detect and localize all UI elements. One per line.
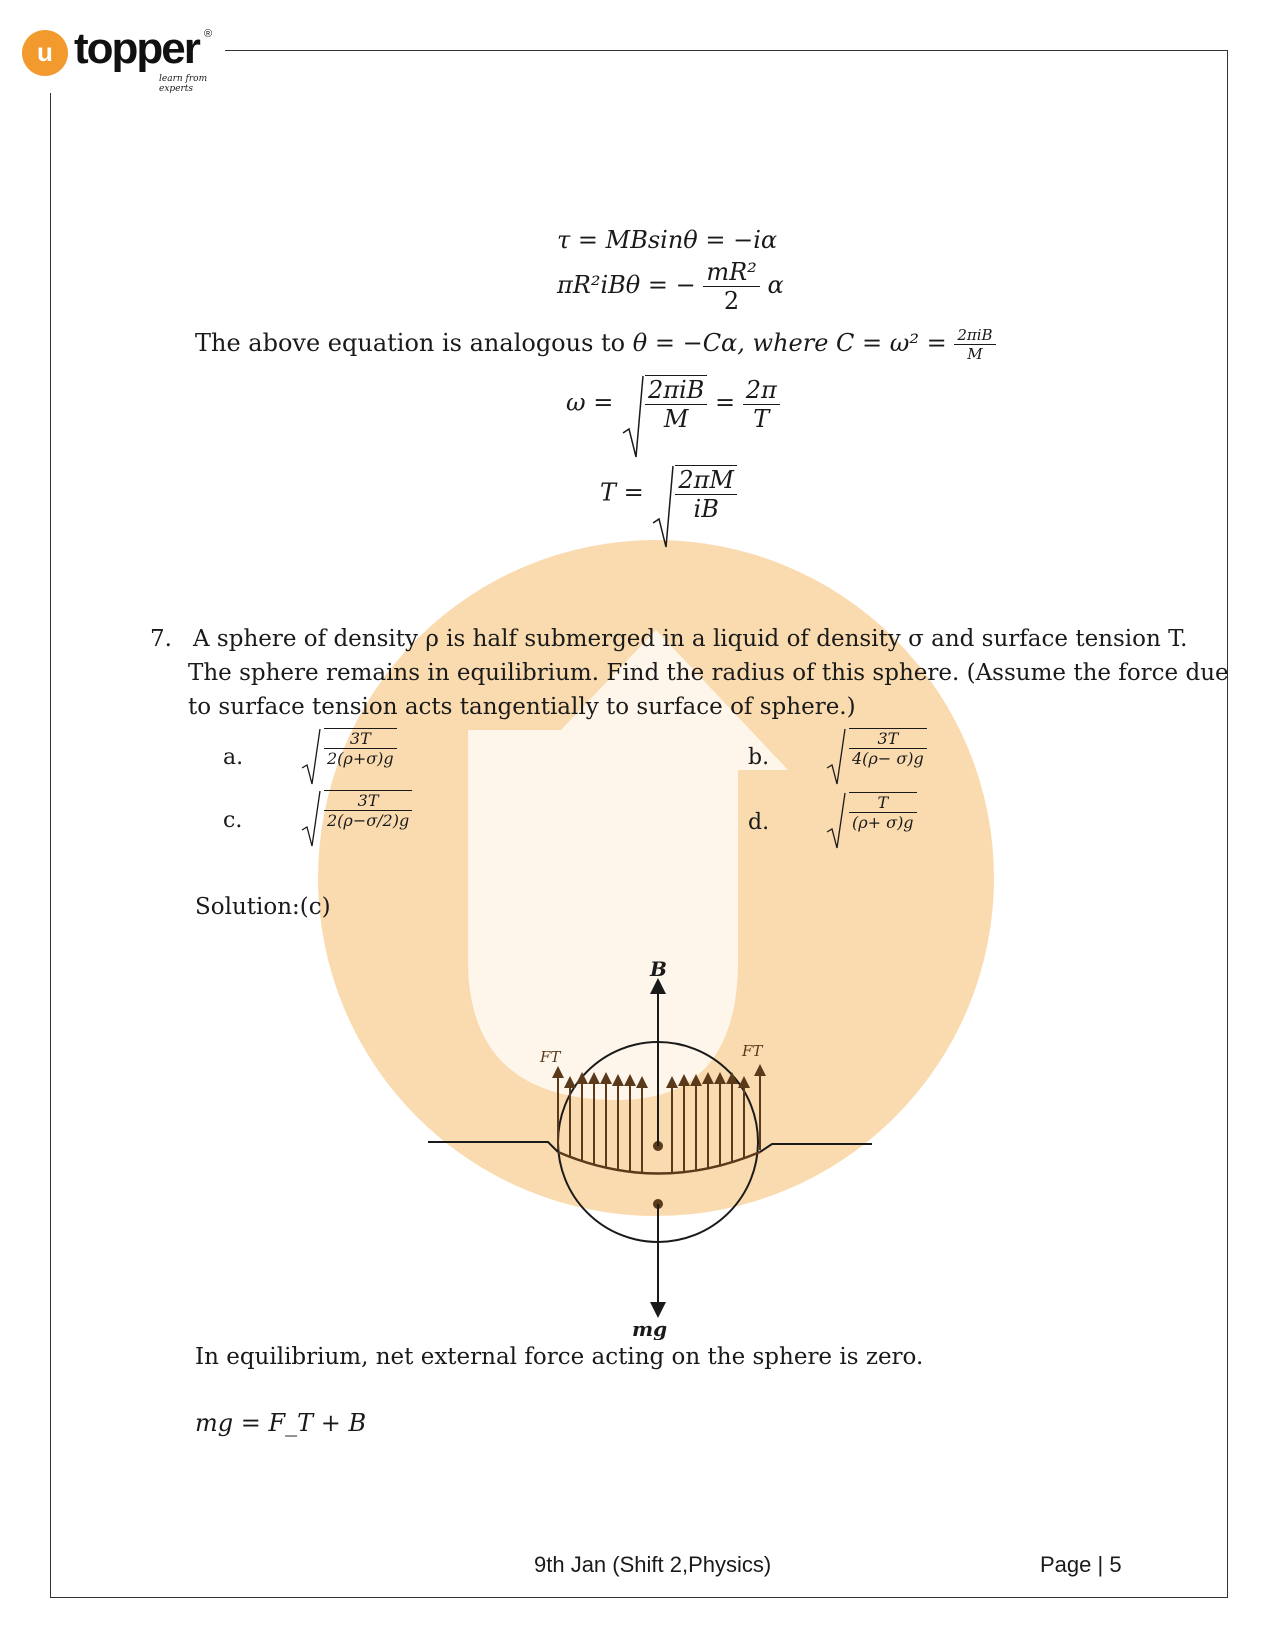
sphere-force-diagram [420,960,880,1340]
footer-date: 9th Jan (Shift 2,Physics) [534,1552,772,1577]
footer-page-number: Page | 5 [1040,1552,1122,1577]
analogy-line: The above equation is analogous to θ = −Cα, where C = ω² = $\frac{\text{2πiB}}{M}$ [195,326,996,363]
label-mg: mg [632,1317,668,1340]
brand-tagline: learn from experts [159,74,208,94]
frame-left-border [50,93,51,1598]
frame-bottom-border [50,1597,1228,1598]
omega-equation: ω = $\frac{\text{2πiB}}{M}$ = $\frac{2\pi}{T}$ [566,375,780,433]
option-b-label: b. [748,745,770,770]
option-a-label: a. [223,745,244,770]
moment-equation: πR²iBθ = − $\frac{\text{mR²}}{2}$ α [557,258,784,315]
final-equation: mg = F_T + B [195,1409,367,1437]
logo-u-icon: u [22,30,68,76]
liquid-surface-left [428,1142,558,1152]
option-d-expression: $\frac{T}{(\rho+ \sigma)g}$ [825,792,917,832]
frame-top-border [225,50,1228,51]
question-number: 7. [150,626,172,652]
brand-logo [22,24,222,94]
option-c-expression: $\frac{3T}{2(\rho-\sigma/2)g}$ [300,790,412,830]
period-equation: T = $\frac{2\pi M}{iB}$ [600,465,737,523]
label-B: B [650,960,667,981]
brand-name: topper [74,24,199,73]
solution-label: Solution:(c) [195,894,331,920]
label-FT-left: FT [540,1048,561,1066]
equilibrium-statement: In equilibrium, net external force acting on the sphere is zero. [195,1344,924,1370]
submerged-surface [558,1152,760,1174]
label-FT-right: FT [742,1042,763,1060]
option-a-expression: $\frac{3T}{2(\rho+\sigma)g}$ [300,728,397,768]
question-line-3: to surface tension acts tangentially to surface of sphere.) [188,694,856,720]
question-line-2: The sphere remains in equilibrium. Find the radius of this sphere. (Assume the force due [188,660,1229,686]
option-b-expression: $\frac{3T}{4(\rho- \sigma)g}$ [825,728,927,768]
registered-mark: ® [204,28,213,40]
torque-equation: τ = MBsinθ = −iα [557,226,778,254]
question-line-1: A sphere of density ρ is half submerged in a liquid of density σ and surface tension T. [193,626,1188,652]
option-c-label: c. [223,808,243,833]
liquid-surface-right [760,1144,872,1152]
option-d-label: d. [748,810,770,835]
frame-right-border [1227,50,1228,1598]
